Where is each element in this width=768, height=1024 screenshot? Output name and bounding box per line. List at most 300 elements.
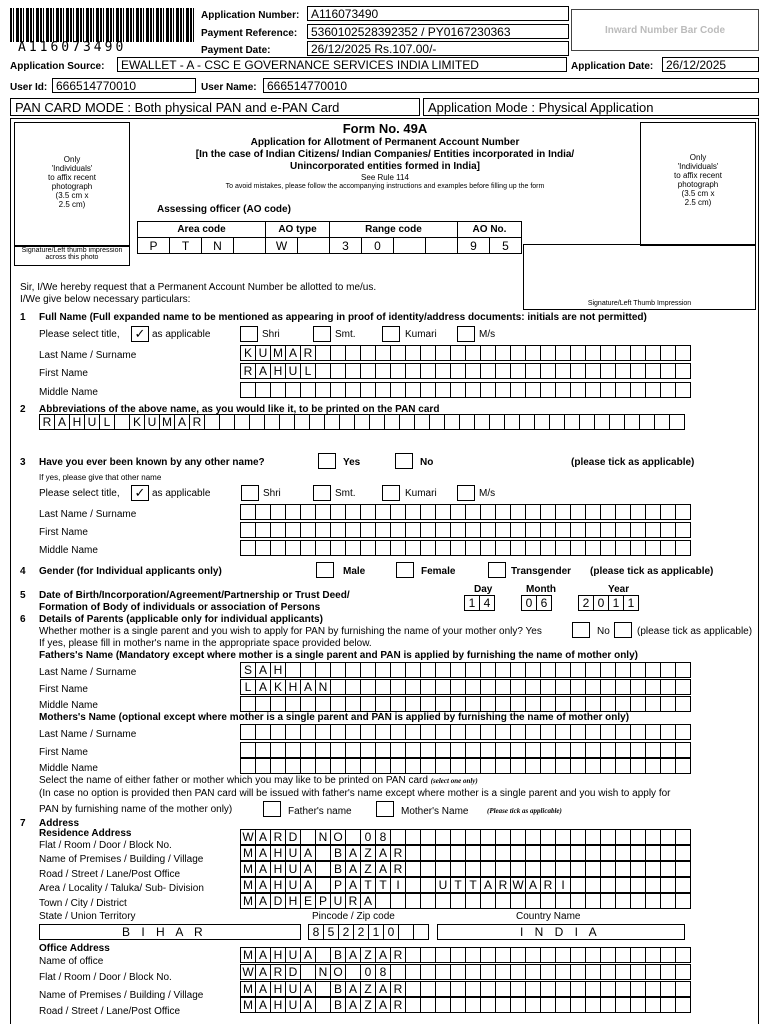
char-cell[interactable] [660,893,676,909]
char-cell[interactable] [600,662,616,678]
char-cell[interactable] [579,414,595,430]
char-cell[interactable] [570,345,586,361]
char-cell[interactable] [315,758,331,774]
char-cell[interactable] [540,522,556,538]
char-cell[interactable] [660,724,676,740]
char-cell[interactable]: 1 [608,595,624,611]
char-cell[interactable] [615,997,631,1013]
char-cell[interactable] [645,742,661,758]
char-cell[interactable] [465,947,481,963]
char-cell[interactable] [405,893,421,909]
char-cell[interactable] [300,724,316,740]
char-cell[interactable] [480,696,496,712]
char-cell[interactable] [390,662,406,678]
char-cell[interactable]: M [240,845,256,861]
char-cell[interactable] [480,861,496,877]
char-cell[interactable] [585,877,601,893]
char-cell[interactable] [645,829,661,845]
char-cell[interactable] [645,522,661,538]
char-cell[interactable] [465,522,481,538]
char-cell[interactable] [525,893,541,909]
char-cell[interactable] [255,742,271,758]
char-cell[interactable] [255,382,271,398]
char-cell[interactable] [315,363,331,379]
char-cell[interactable]: 1 [368,924,384,940]
office-name-cells[interactable] [240,947,690,963]
char-cell[interactable] [435,861,451,877]
char-cell[interactable] [315,877,331,893]
char-cell[interactable]: U [285,997,301,1013]
title-shri-checkbox[interactable] [240,326,258,342]
char-cell[interactable] [420,696,436,712]
char-cell[interactable] [540,504,556,520]
char-cell[interactable] [450,382,466,398]
char-cell[interactable] [630,504,646,520]
char-cell[interactable] [300,382,316,398]
title-smt-checkbox[interactable] [313,326,331,342]
char-cell[interactable] [330,724,346,740]
char-cell[interactable] [375,696,391,712]
char-cell[interactable] [450,893,466,909]
char-cell[interactable] [600,724,616,740]
char-cell[interactable] [315,504,331,520]
char-cell[interactable]: 0 [383,924,399,940]
char-cell[interactable] [495,522,511,538]
char-cell[interactable] [555,540,571,556]
char-cell[interactable] [495,382,511,398]
char-cell[interactable] [285,724,301,740]
char-cell[interactable] [570,540,586,556]
char-cell[interactable] [630,724,646,740]
char-cell[interactable]: A [345,997,361,1013]
char-cell[interactable] [480,829,496,845]
char-cell[interactable] [495,742,511,758]
char-cell[interactable] [630,679,646,695]
char-cell[interactable] [525,964,541,980]
char-cell[interactable] [345,382,361,398]
char-cell[interactable] [639,414,655,430]
char-cell[interactable] [540,845,556,861]
char-cell[interactable] [555,947,571,963]
char-cell[interactable] [450,696,466,712]
char-cell[interactable] [315,724,331,740]
char-cell[interactable] [675,877,691,893]
char-cell[interactable] [465,540,481,556]
char-cell[interactable] [660,662,676,678]
char-cell[interactable] [450,981,466,997]
char-cell[interactable] [510,997,526,1013]
char-cell[interactable] [330,540,346,556]
char-cell[interactable] [510,845,526,861]
char-cell[interactable]: A [255,893,271,909]
pincode-cells[interactable] [308,924,428,940]
char-cell[interactable]: B [330,997,346,1013]
char-cell[interactable] [555,504,571,520]
char-cell[interactable] [555,696,571,712]
char-cell[interactable] [660,845,676,861]
res-road-cells[interactable] [240,861,690,877]
char-cell[interactable] [510,662,526,678]
char-cell[interactable]: D [270,893,286,909]
char-cell[interactable] [315,981,331,997]
char-cell[interactable] [300,522,316,538]
char-cell[interactable] [435,540,451,556]
char-cell[interactable] [570,845,586,861]
country-value[interactable]: I N D I A [437,924,685,940]
char-cell[interactable]: U [285,363,301,379]
char-cell[interactable] [285,742,301,758]
char-cell[interactable] [525,522,541,538]
char-cell[interactable]: U [285,877,301,893]
char-cell[interactable]: Z [360,861,376,877]
char-cell[interactable] [390,679,406,695]
char-cell[interactable] [435,345,451,361]
char-cell[interactable]: B [330,861,346,877]
char-cell[interactable] [525,845,541,861]
char-cell[interactable] [585,662,601,678]
char-cell[interactable] [465,662,481,678]
char-cell[interactable] [465,504,481,520]
char-cell[interactable] [645,382,661,398]
char-cell[interactable] [525,861,541,877]
char-cell[interactable] [510,679,526,695]
char-cell[interactable] [585,893,601,909]
char-cell[interactable] [480,345,496,361]
char-cell[interactable] [630,662,646,678]
char-cell[interactable] [249,414,265,430]
char-cell[interactable] [660,504,676,520]
char-cell[interactable] [315,845,331,861]
char-cell[interactable]: A [255,981,271,997]
char-cell[interactable] [360,662,376,678]
char-cell[interactable] [399,414,415,430]
char-cell[interactable] [615,504,631,520]
char-cell[interactable] [420,861,436,877]
char-cell[interactable] [510,363,526,379]
char-cell[interactable] [240,696,256,712]
char-cell[interactable]: H [270,861,286,877]
char-cell[interactable] [429,414,445,430]
char-cell[interactable] [645,504,661,520]
char-cell[interactable] [600,893,616,909]
char-cell[interactable] [315,540,331,556]
char-cell[interactable]: A [54,414,70,430]
char-cell[interactable] [420,845,436,861]
char-cell[interactable] [405,845,421,861]
char-cell[interactable] [405,964,421,980]
char-cell[interactable] [555,758,571,774]
char-cell[interactable] [435,758,451,774]
char-cell[interactable] [555,997,571,1013]
char-cell[interactable] [570,947,586,963]
char-cell[interactable] [465,758,481,774]
char-cell[interactable] [525,382,541,398]
char-cell[interactable] [525,679,541,695]
char-cell[interactable]: U [144,414,160,430]
gender-male-checkbox[interactable] [316,562,334,578]
char-cell[interactable]: M [159,414,175,430]
char-cell[interactable] [585,540,601,556]
char-cell[interactable] [405,742,421,758]
char-cell[interactable] [480,522,496,538]
char-cell[interactable]: 2 [578,595,594,611]
char-cell[interactable] [330,742,346,758]
char-cell[interactable] [465,981,481,997]
char-cell[interactable] [450,829,466,845]
char-cell[interactable]: H [270,997,286,1013]
char-cell[interactable] [465,997,481,1013]
char-cell[interactable]: A [300,877,316,893]
char-cell[interactable] [420,829,436,845]
char-cell[interactable] [413,924,429,940]
father-first-name-cells[interactable] [240,679,690,695]
char-cell[interactable] [519,414,535,430]
char-cell[interactable] [495,964,511,980]
char-cell[interactable] [669,414,685,430]
char-cell[interactable] [435,742,451,758]
char-cell[interactable] [510,861,526,877]
char-cell[interactable] [240,382,256,398]
char-cell[interactable]: R [39,414,55,430]
char-cell[interactable] [495,861,511,877]
char-cell[interactable]: A [345,947,361,963]
char-cell[interactable] [585,679,601,695]
char-cell[interactable] [495,829,511,845]
char-cell[interactable] [525,345,541,361]
char-cell[interactable] [675,382,691,398]
char-cell[interactable] [540,382,556,398]
char-cell[interactable] [630,861,646,877]
char-cell[interactable] [480,845,496,861]
char-cell[interactable] [375,504,391,520]
char-cell[interactable] [540,679,556,695]
char-cell[interactable] [675,363,691,379]
char-cell[interactable] [570,504,586,520]
char-cell[interactable] [555,742,571,758]
char-cell[interactable] [405,679,421,695]
char-cell[interactable] [405,345,421,361]
char-cell[interactable] [615,981,631,997]
char-cell[interactable] [675,861,691,877]
char-cell[interactable] [645,997,661,1013]
char-cell[interactable] [585,758,601,774]
char-cell[interactable]: Z [360,981,376,997]
char-cell[interactable] [300,742,316,758]
char-cell[interactable] [465,363,481,379]
office-flat-cells[interactable] [240,964,690,980]
char-cell[interactable] [420,504,436,520]
char-cell[interactable] [510,504,526,520]
char-cell[interactable] [540,724,556,740]
char-cell[interactable] [450,522,466,538]
char-cell[interactable]: A [300,845,316,861]
char-cell[interactable]: L [240,679,256,695]
char-cell[interactable] [585,696,601,712]
char-cell[interactable] [390,893,406,909]
char-cell[interactable]: A [255,997,271,1013]
dob-month-cells[interactable] [521,595,551,611]
char-cell[interactable] [294,414,310,430]
char-cell[interactable] [645,540,661,556]
char-cell[interactable] [615,877,631,893]
char-cell[interactable] [435,981,451,997]
char-cell[interactable] [615,947,631,963]
char-cell[interactable]: A [345,981,361,997]
char-cell[interactable] [645,947,661,963]
char-cell[interactable] [255,724,271,740]
char-cell[interactable] [315,382,331,398]
char-cell[interactable] [510,540,526,556]
char-cell[interactable]: T [465,877,481,893]
char-cell[interactable]: W [510,877,526,893]
char-cell[interactable] [435,947,451,963]
char-cell[interactable] [405,997,421,1013]
char-cell[interactable] [345,758,361,774]
char-cell[interactable]: A [255,829,271,845]
s3-title-kumari-checkbox[interactable] [382,485,400,501]
char-cell[interactable]: Z [360,947,376,963]
char-cell[interactable] [450,742,466,758]
char-cell[interactable]: E [300,893,316,909]
char-cell[interactable] [495,363,511,379]
char-cell[interactable]: H [285,893,301,909]
char-cell[interactable]: R [390,947,406,963]
char-cell[interactable] [675,893,691,909]
char-cell[interactable] [345,504,361,520]
char-cell[interactable] [360,758,376,774]
char-cell[interactable]: U [285,981,301,997]
char-cell[interactable] [510,522,526,538]
char-cell[interactable] [615,845,631,861]
char-cell[interactable]: A [525,877,541,893]
char-cell[interactable]: O [330,964,346,980]
char-cell[interactable]: A [300,947,316,963]
char-cell[interactable]: T [450,877,466,893]
char-cell[interactable] [204,414,220,430]
char-cell[interactable]: A [255,877,271,893]
char-cell[interactable] [360,540,376,556]
char-cell[interactable] [450,540,466,556]
char-cell[interactable]: T [375,877,391,893]
char-cell[interactable] [660,345,676,361]
char-cell[interactable] [375,724,391,740]
char-cell[interactable] [549,414,565,430]
char-cell[interactable] [675,540,691,556]
char-cell[interactable] [405,363,421,379]
char-cell[interactable] [435,696,451,712]
char-cell[interactable] [405,540,421,556]
char-cell[interactable] [414,414,430,430]
char-cell[interactable] [480,893,496,909]
char-cell[interactable] [555,662,571,678]
char-cell[interactable] [450,997,466,1013]
char-cell[interactable] [645,679,661,695]
s1-last-name-cells[interactable] [240,345,690,361]
char-cell[interactable] [435,829,451,845]
char-cell[interactable]: K [270,679,286,695]
char-cell[interactable]: R [189,414,205,430]
s3-last-name-cells[interactable] [240,504,690,520]
char-cell[interactable]: 8 [375,964,391,980]
char-cell[interactable] [570,877,586,893]
char-cell[interactable]: R [390,845,406,861]
char-cell[interactable] [660,997,676,1013]
char-cell[interactable] [615,861,631,877]
char-cell[interactable] [585,363,601,379]
char-cell[interactable] [330,696,346,712]
char-cell[interactable] [564,414,580,430]
char-cell[interactable] [360,696,376,712]
char-cell[interactable] [660,696,676,712]
char-cell[interactable] [540,742,556,758]
char-cell[interactable] [270,742,286,758]
char-cell[interactable] [420,947,436,963]
char-cell[interactable]: A [300,861,316,877]
char-cell[interactable] [330,363,346,379]
char-cell[interactable] [480,964,496,980]
char-cell[interactable] [435,662,451,678]
char-cell[interactable] [615,964,631,980]
char-cell[interactable] [660,679,676,695]
char-cell[interactable] [300,758,316,774]
char-cell[interactable] [480,981,496,997]
char-cell[interactable] [315,861,331,877]
char-cell[interactable] [420,758,436,774]
char-cell[interactable] [555,679,571,695]
s3-title-shri-checkbox[interactable] [241,485,259,501]
char-cell[interactable]: R [345,893,361,909]
char-cell[interactable] [555,724,571,740]
char-cell[interactable]: A [255,845,271,861]
char-cell[interactable] [540,829,556,845]
char-cell[interactable] [255,540,271,556]
char-cell[interactable] [600,997,616,1013]
title-kumari-checkbox[interactable] [382,326,400,342]
char-cell[interactable] [450,724,466,740]
char-cell[interactable] [465,696,481,712]
state-value[interactable]: B I H A R [39,924,301,940]
char-cell[interactable] [465,845,481,861]
char-cell[interactable] [615,382,631,398]
char-cell[interactable]: B [330,947,346,963]
char-cell[interactable]: A [375,997,391,1013]
char-cell[interactable]: A [300,997,316,1013]
char-cell[interactable]: P [330,877,346,893]
char-cell[interactable] [345,696,361,712]
char-cell[interactable] [585,861,601,877]
char-cell[interactable] [360,345,376,361]
char-cell[interactable] [615,893,631,909]
char-cell[interactable] [630,522,646,538]
father-last-name-cells[interactable] [240,662,690,678]
char-cell[interactable] [510,345,526,361]
char-cell[interactable] [525,363,541,379]
char-cell[interactable] [525,829,541,845]
char-cell[interactable] [435,522,451,538]
char-cell[interactable] [390,540,406,556]
char-cell[interactable]: H [270,981,286,997]
char-cell[interactable] [585,845,601,861]
char-cell[interactable]: 2 [353,924,369,940]
char-cell[interactable]: A [375,861,391,877]
char-cell[interactable]: 2 [338,924,354,940]
char-cell[interactable]: M [240,981,256,997]
char-cell[interactable]: L [99,414,115,430]
char-cell[interactable] [600,981,616,997]
char-cell[interactable] [345,964,361,980]
char-cell[interactable] [510,742,526,758]
char-cell[interactable]: A [345,861,361,877]
